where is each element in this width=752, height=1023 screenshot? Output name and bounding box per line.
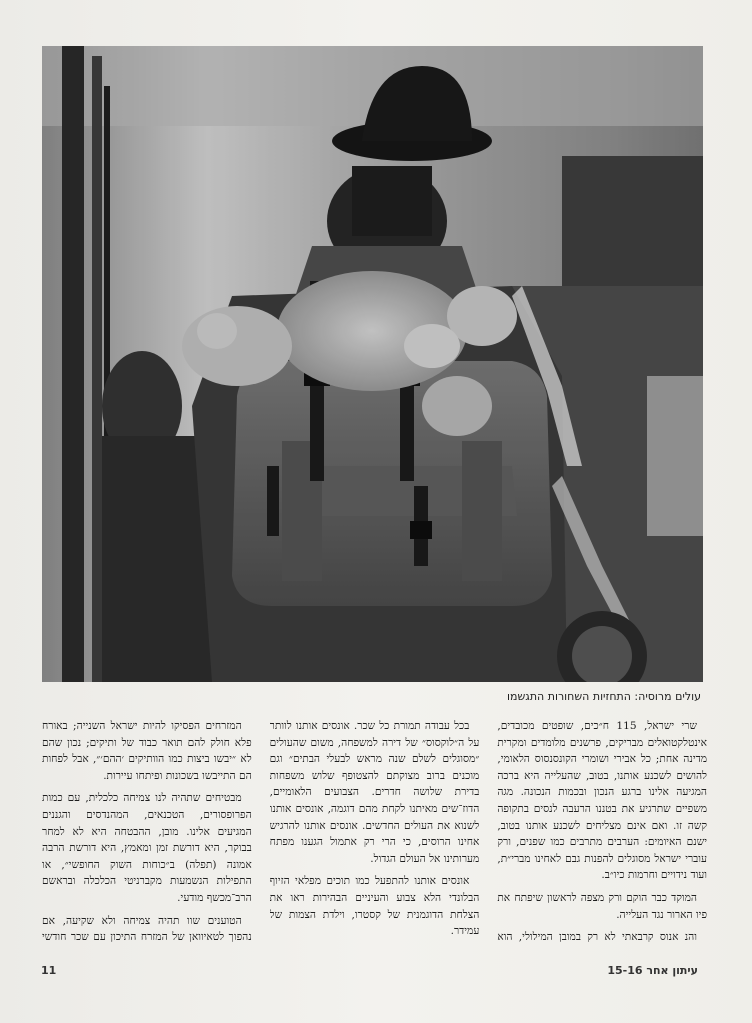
paragraph: והנ אנוס קרבאתי לא רק במובן המילולי, הוא [497, 931, 697, 944]
text-column-2 [270, 718, 480, 948]
article-columns [42, 718, 707, 948]
magazine-issue-footer: עיתון אחר 15-16 [607, 964, 698, 977]
page-number: 11 [41, 964, 57, 977]
paragraph: הטוענים שוו תהיה צמיחה ולא שקיעה, אם נהפוך לטאיוואן של המזרח התיכון עם שכר חודשי [42, 914, 252, 944]
text-column-1 [497, 718, 707, 948]
paragraph: המזרחים הפסיקו להיות ישראל השנייה; באורח פלא חולק להם תואר כבוד של ותיקים; נכון שהם לא ״יבשו ביצות כמו הוותיקים ׳ההם׳״, אבל לפחות הם התייבשו בשכונות ופיתחו עיירות. [42, 720, 252, 782]
paragraph: בכל עבודה תמורת כל שכר. אונסים אותנו לוותר על ה״לוקסוס״ של דירה למשפחה, משום שהעולים ״מסוגלים לשלם שנה מראש לבעלי הבתים״ וגם מוכנים ברוב מצוקתם להצטופף שלוש משפחות בדירת שלושה חדרים. הצבועים הלאומיים, הדוז־שים מאיתנו לקחת מהם דוגמה, אונסים אותנו לשנוא את העולים החדשים. אונסים אותנו להרגיש אחינו הרוסים, כי הרי רק אתמול הגענו מפתח מערותינו אל העולם הגדול. [269, 720, 480, 865]
photo-caption: עולים מרוסיה: התחזיות השחורות התגשמו [507, 690, 701, 703]
paragraph: אונסים אותנו להתפעל כמו תוכים מפלאי הזיוף הבלונדי הלא צבוע והעיניים הבהירות ראו את הצלחת הדוגמנית של קסטרו, וילדת הצמות של עמידר. [269, 875, 480, 938]
photo-man-with-teddy-bear-backpack [42, 46, 703, 682]
paragraph [270, 946, 480, 948]
paragraph: מבטיחים שתהיה לנו צמיחה כלכלית, עם כמות הפרופסורים, הטכנאים, המהנדסים והגננים המגיעים אלינו. מובן, ההבטחה היא לא למחר בבוקר, היא דורשת זמן ומאמץ, היא דורשת הרבה אמונה (תפלה) ב״כוחות השוק החופשי״, או התפילות הנשמעות מקברניטי הכלכלה ובראשם הרב־מכשף מודעי. [42, 792, 252, 904]
text-column-3 [42, 718, 252, 948]
paragraph: המוקד כבר הוקם ורק מצפה לראשון שיפתח את פיו הארור נגד העלייה. [497, 891, 707, 921]
paragraph: שרי ישראל, 115 ח״כים, שופטים מכובדים, אינטלקטואלים מבריקים, פרשנים מלומדים ומקרית מדינה אחת; כל אבירי ושומרי הקונסנסוס הלאומי, להושים לשכנע אותנו, בטוב, שהעלייה היא ברכה המגיעה אלינו ברגע הנכון ובכמות הנכונה. מגה משפיים שתרגיע את בטננו הרעבה לנסים בתקופה קשה זו. ואם אינם מצליחים לשכנע אותנו בטוב, ישנם האיומים: הערבים מתרבים כמו שפנים, ורק עוברי ישראל מסוגלים להפנות גבם לאחינו מברי״ת, ועוד נידויים וחרמות כיו״ב. [497, 720, 707, 882]
